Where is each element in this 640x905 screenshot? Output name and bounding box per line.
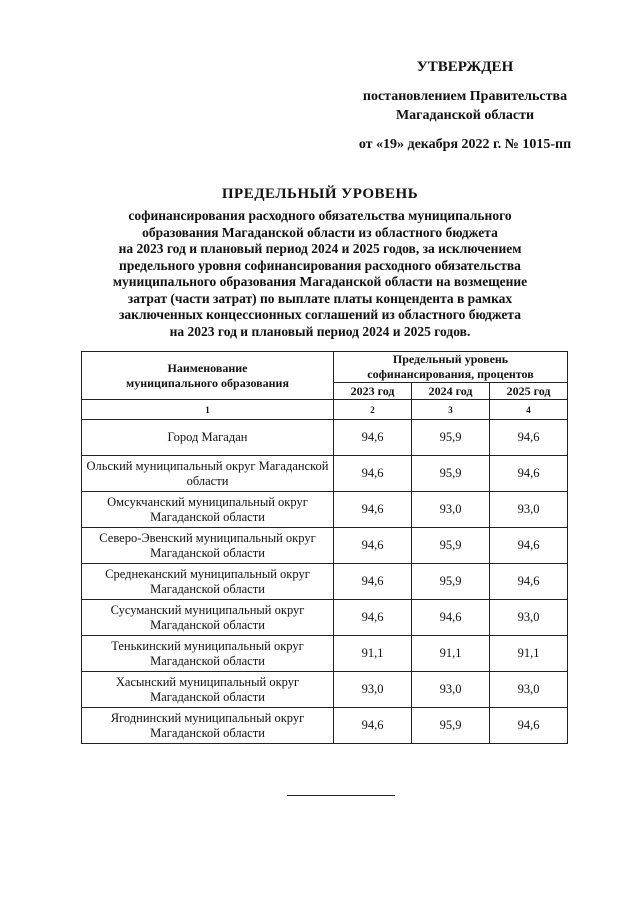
table-row <box>82 600 568 636</box>
value-2024: 95,9 <box>412 564 490 600</box>
header-level-line2: софинансирования, процентов <box>367 367 534 381</box>
value-2025: 94,6 <box>490 528 568 564</box>
municipality-name <box>82 636 334 672</box>
name-line: Тенькинский муниципальный округ <box>111 638 304 653</box>
name-line: Город Магадан <box>167 430 248 444</box>
value-2025: 91,1 <box>490 636 568 672</box>
subtitle-line: муниципального образования Магаданской области на возмещение <box>112 274 528 289</box>
municipality-name <box>82 456 334 492</box>
name-line: Магаданской области <box>150 509 265 524</box>
value-2024: 95,9 <box>412 420 490 456</box>
document-title: ПРЕДЕЛЬНЫЙ УРОВЕНЬ <box>221 186 419 202</box>
column-number: 2 <box>334 400 412 420</box>
value-2023: 94,6 <box>334 600 412 636</box>
name-line: Сусуманский муниципальный округ <box>110 602 305 617</box>
name-line: Среднеканский муниципальный округ <box>105 566 310 581</box>
name-line: Северо-Эвенский муниципальный округ <box>99 530 316 545</box>
table-row <box>82 528 568 564</box>
value-2025: 93,0 <box>490 672 568 708</box>
value-2024: 94,6 <box>412 600 490 636</box>
table-row <box>82 492 568 528</box>
municipality-name <box>82 420 334 456</box>
municipality-name <box>82 528 334 564</box>
municipality-name <box>82 600 334 636</box>
value-2024: 95,9 <box>412 708 490 744</box>
subtitle-line: софинансирования расходного обязательства муниципального <box>128 208 512 223</box>
value-2024: 91,1 <box>412 636 490 672</box>
column-number: 4 <box>490 400 568 420</box>
name-line: Магаданской области <box>150 653 265 668</box>
value-2023: 93,0 <box>334 672 412 708</box>
municipality-name <box>82 672 334 708</box>
name-line: Ягоднинский муниципальный округ <box>110 710 305 725</box>
municipality-name <box>82 492 334 528</box>
header-level-line1: Предельный уровень <box>392 352 509 366</box>
name-line: Магаданской области <box>150 617 265 632</box>
municipality-name <box>82 708 334 744</box>
name-line: Магаданской области <box>150 725 265 740</box>
value-2023: 94,6 <box>334 708 412 744</box>
table-row <box>82 708 568 744</box>
document-subtitle <box>70 208 570 340</box>
value-2024: 93,0 <box>412 672 490 708</box>
value-2023: 94,6 <box>334 528 412 564</box>
value-2024: 95,9 <box>412 528 490 564</box>
value-2023: 94,6 <box>334 420 412 456</box>
value-2025: 93,0 <box>490 600 568 636</box>
header-year-2023: 2023 год <box>334 383 412 400</box>
value-2025: 94,6 <box>490 456 568 492</box>
approval-block <box>300 58 630 154</box>
header-year-2024: 2024 год <box>412 383 490 400</box>
name-line: Омсукчанский муниципальный округ <box>107 494 308 509</box>
approval-heading: УТВЕРЖДЕН <box>416 59 514 75</box>
approval-line-1: постановлением Правительства <box>362 89 568 104</box>
value-2025: 93,0 <box>490 492 568 528</box>
table-row <box>82 420 568 456</box>
value-2025: 94,6 <box>490 564 568 600</box>
value-2025: 94,6 <box>490 708 568 744</box>
subtitle-line: затрат (части затрат) по выплате платы концендента в рамках <box>127 290 513 306</box>
value-2023: 91,1 <box>334 636 412 672</box>
value-2023: 94,6 <box>334 456 412 492</box>
column-number: 1 <box>82 400 334 420</box>
name-line: Магаданской области <box>150 581 265 596</box>
subtitle-line: на 2023 год и плановый период 2024 и 2025 годов. <box>169 323 471 339</box>
value-2023: 94,6 <box>334 564 412 600</box>
municipality-name <box>82 564 334 600</box>
subtitle-line: предельного уровня софинансирования расходного обязательства <box>119 257 521 273</box>
name-line: Магаданской области <box>150 545 265 560</box>
subtitle-line: образования Магаданской области из областного бюджета <box>142 224 498 240</box>
header-cofinancing-level <box>334 352 568 383</box>
table-row <box>82 456 568 492</box>
value-2023: 94,6 <box>334 492 412 528</box>
name-line: Хасынский муниципальный округ <box>115 674 300 689</box>
header-municipality <box>82 352 334 400</box>
header-year-2025: 2025 год <box>490 383 568 400</box>
header-municipality-line2: муниципального образования <box>126 375 289 390</box>
subtitle-line: заключенных концессионных соглашений из областного бюджета <box>119 307 521 322</box>
table-row <box>82 672 568 708</box>
value-2024: 93,0 <box>412 492 490 528</box>
name-line: Ольский муниципальный округ Магаданской <box>86 458 329 473</box>
closing-divider <box>287 795 395 796</box>
approval-line-2: Магаданской области <box>395 108 535 123</box>
approval-date: от «19» декабря 2022 г. № 1015-пп <box>358 137 572 152</box>
header-municipality-line1: Наименование <box>167 360 248 375</box>
subtitle-line: на 2023 год и плановый период 2024 и 2025 годов, за исключением <box>118 241 522 256</box>
table-row <box>82 636 568 672</box>
name-line: области <box>186 473 229 488</box>
column-number: 3 <box>412 400 490 420</box>
value-2024: 95,9 <box>412 456 490 492</box>
name-line: Магаданской области <box>150 689 265 704</box>
table-row <box>82 564 568 600</box>
cofinancing-table <box>81 351 568 744</box>
value-2025: 94,6 <box>490 420 568 456</box>
